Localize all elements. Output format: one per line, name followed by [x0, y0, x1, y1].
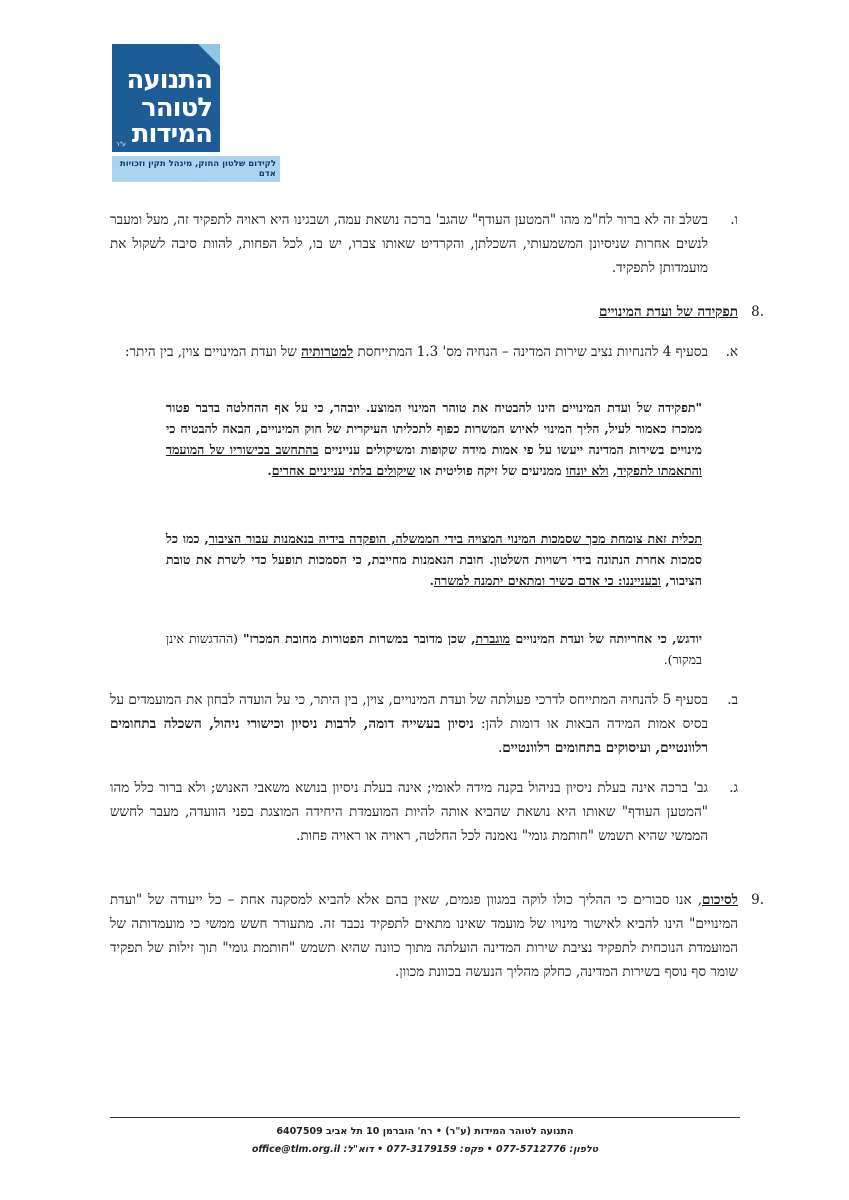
quote-paragraph-3	[166, 628, 702, 670]
emphasis-run: למטרותיה	[301, 344, 354, 360]
quote-run: ,	[608, 463, 618, 478]
paragraph-text	[110, 888, 738, 984]
footer-divider	[110, 1117, 740, 1118]
logo-line-3: המידות	[131, 119, 212, 149]
quote-underlined-run: שיקולים בלתי ענייניים אחרים	[271, 463, 416, 478]
organization-logo	[112, 44, 282, 182]
bold-run: ניסיון בעשייה דומה, לרבות ניסיון וכישורי ניהול, השכלה בתחומים רלוונטיים, ועיסוקים בתחומים רלוונטיים	[110, 716, 708, 756]
logo-line-2: לטוהר	[141, 93, 212, 123]
quote-run: ממניעים של זיקה פוליטית או	[415, 463, 566, 478]
item-number: ו.	[730, 212, 738, 228]
quote-run: .	[267, 463, 272, 478]
quote-underlined-run: מוגברת	[475, 631, 511, 646]
logo-subtitle: לקידום שלטון החוק, מינהל תקין וזכויות אדם	[112, 156, 280, 182]
text-run: בסעיף 4 להנחיות נציב שירות המדינה – הנחיה מס' 1.3 המתייחסת	[353, 344, 708, 360]
paragraph-8-bet	[110, 688, 738, 760]
logo-corner-fold	[198, 44, 220, 66]
quote-run: "תפקידה של ועדת המינויים הינו להבטיח את טוהר המינוי המוצע. יובהר, כי על אף ההחלטה בדבר פטור ממכרז כאמור לעיל, הליך המינוי לאיוש המשרות כפוף לתכליתו העיקרית של חוק המינויים, הבאה להבטיח כי מינויים בשירות המדינה ייעשו על פי אמות מידה שקופות ומשיקולים ענייניים	[166, 400, 703, 457]
paragraph-text	[110, 340, 738, 364]
footer-contact: טלפון: 077-5712776 • פקס: 077-3179159 • דוא"ל: office@tlm.org.il	[251, 1144, 599, 1155]
quote-run: .	[429, 573, 434, 588]
lead-word: לסיכום	[701, 892, 738, 908]
paragraph-8-alef	[110, 340, 738, 364]
quote-underlined-run: ובענייננו: כי אדם כשיר ומתאים יתמנה למשרה	[433, 573, 661, 588]
item-number: ג.	[729, 780, 738, 796]
text-run: של ועדת המינויים צוין, בין היתר:	[124, 344, 302, 360]
quote-underlined-run: ולא יונחו	[565, 463, 609, 478]
item-number: ב.	[727, 692, 738, 708]
paragraph-7-vav	[110, 208, 738, 280]
text-run: בסעיף 5 להנחיה המתייחס לדרכי פעולתה של ועדת המינויים, צוין, בין היתר, כי על הועדה לבחון את המועמדים על בסיס אמות המידה הבאות או דומות להן:	[110, 692, 708, 732]
paragraph-8-gimel	[110, 776, 738, 848]
quote-run: יודגש, כי אחריותה של ועדת המינויים	[510, 631, 702, 646]
paragraph-text: בשלב זה לא ברור לח"מ מהו "המטען העודף" שהגב' ברכה נושאת עמה, ושבגינו היא ראויה לתפקיד זה, מעל ומעבר לנשים אחרות שניסיונן המשמעותי, השכלתן, והקרדיט שאותו צברו, יש בו, לכל הפחות, להוות סיבה לשקול את מועמדותן לתפקיד.	[110, 212, 708, 276]
paragraph-text	[110, 688, 738, 760]
logo-line-1: התנועה	[126, 65, 212, 95]
item-number: א.	[725, 344, 738, 360]
section-8-header	[110, 300, 764, 324]
paragraph-9	[110, 888, 764, 984]
section-number: .8	[751, 304, 764, 320]
text-run: , אנו סבורים כי ההליך כולו לוקה במגוון פגמים, שאין בהם אלא להביא למסקנה אחת – כל ייעודה של "ועדת המינויים" הינו להביא לאישור מינויו של מועמד שאינו מתאים לתפקיד נכבד זה. מתעורר חשש ממשי כי מועמדותה של המועמדת הנוכחית לתפקיד נציבת שירות המדינה הועלתה מתוך כוונה שהיא תשמש "חותמת גומי" תוך זילות של תפקיד שומר סף נוסף בשירות המדינה, כחלק מהליך הנעשה בכוונת מכוון.	[110, 892, 738, 980]
logo-registered-tag: ע"ר	[116, 141, 126, 148]
footer-address: התנועה לטוהר המידות (ע"ר) • רח' הוברמן 10 תל אביב 6407509	[276, 1126, 574, 1137]
section-number: .9	[751, 892, 764, 908]
quote-paragraph-1	[166, 397, 702, 481]
logo-mark	[112, 44, 220, 152]
quote-underlined-run: בהתחשב בכישוריו של המועמד והתאמתו לתפקיד	[166, 442, 702, 478]
emphasis-note: (ההדגשות אינן במקור).	[166, 631, 702, 667]
quote-underlined-run: תכלית זאת צומחת מכך שסמכות המינוי המצויה בידי הממשלה, הופקדה בידיה בנאמנות עבור הציבור	[208, 531, 702, 546]
quote-run: , שכן מדובר במשרות הפטורות מחובת המכרז"	[242, 631, 476, 646]
text-run: .	[497, 740, 503, 756]
quote-run: , כמו כל סמכות אחרת הנתונה בידי רשויות השלטון. חובת הנאמנות מחייבת, כי הסמכות תופעל כדי לשרת את טובת הציבור,	[166, 531, 702, 588]
section-heading: תפקידה של ועדת המינויים	[598, 304, 738, 320]
paragraph-text: גב' ברכה אינה בעלת ניסיון בניהול בקנה מידה לאומי; אינה בעלת ניסיון בנושא משאבי האנוש; ולא ברור כלל מהו "המטען העודף" שאותו היא נושאת שהביא אותה להיות המועמדת היחידה המוצגת בפני הוועדה, מעבר לחשש הממשי שהיא תשמש "חותמת גומי" נאמנה לכל החלטה, ראויה או ראויה פחות.	[110, 780, 708, 844]
quote-paragraph-2	[166, 528, 702, 591]
